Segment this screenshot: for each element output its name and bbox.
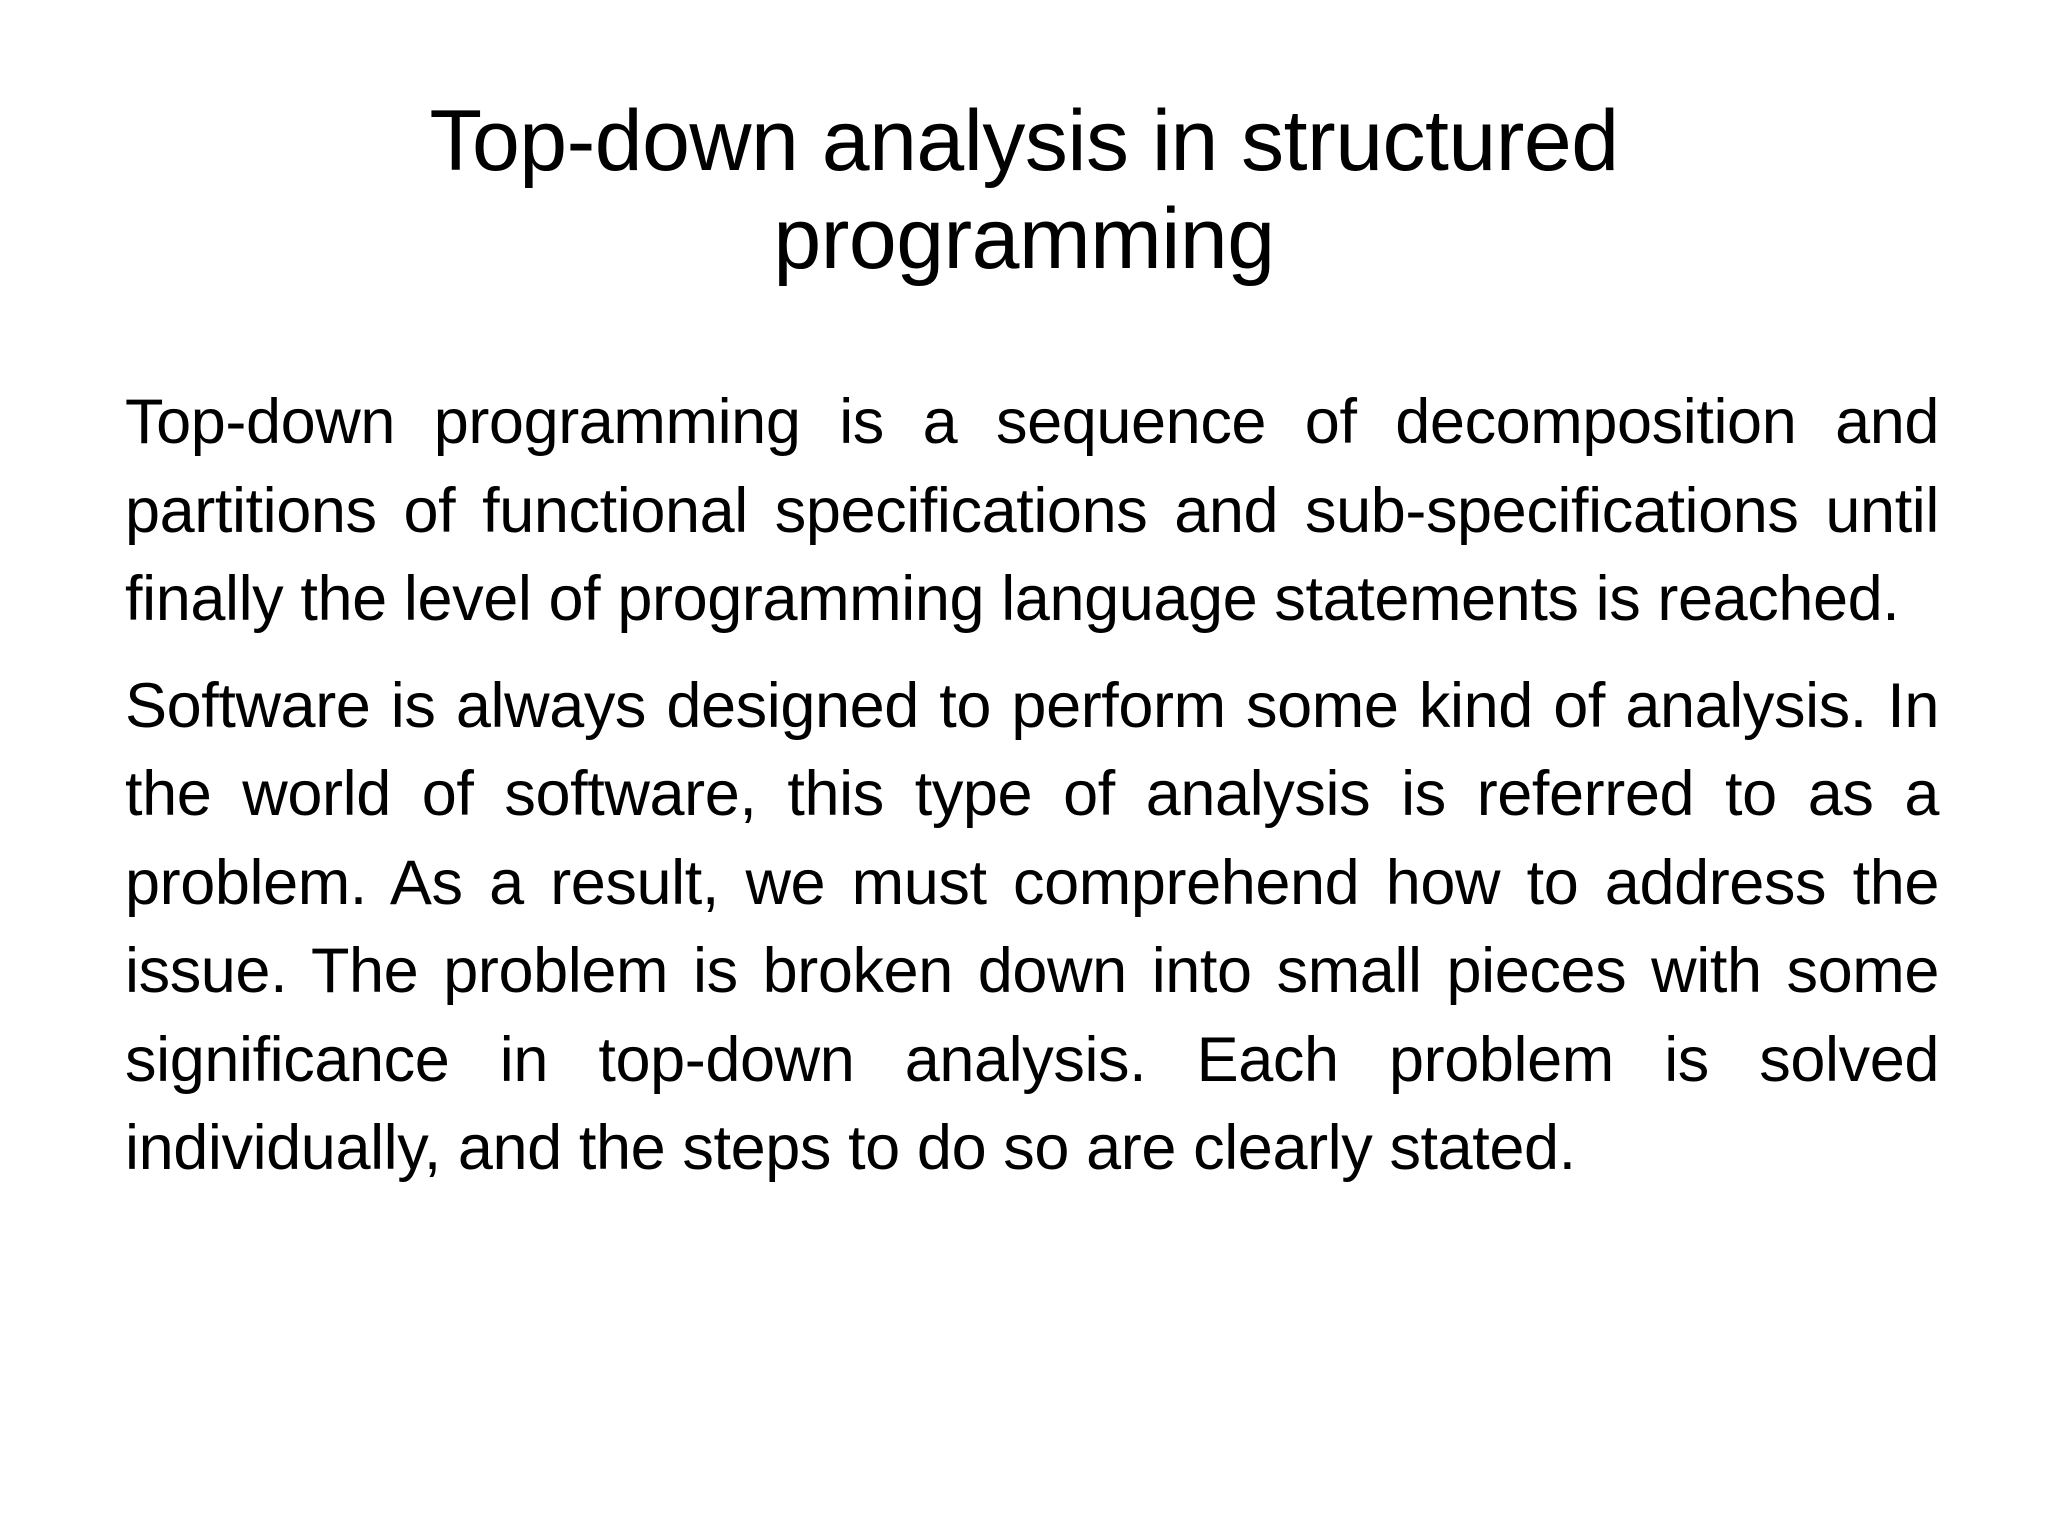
slide-title: Top-down analysis in structured programming: [429, 93, 1619, 287]
paragraph-top-down-definition: Top-down programming is a sequence of decomposition and partitions of functional specifications and sub-specifications until finally the level of programming language statements is reached.: [125, 387, 1939, 634]
slide-body: [125, 378, 1939, 1211]
paragraph-software-analysis: Software is always designed to perform some kind of analysis. In the world of software, this type of analysis is referred to as a problem. As a result, we must comprehend how to address the issue. The problem is broken down into small pieces with some significance in top-down analysis. Each problem is solved individually, and the steps to do so are clearly stated.: [125, 670, 1939, 1183]
